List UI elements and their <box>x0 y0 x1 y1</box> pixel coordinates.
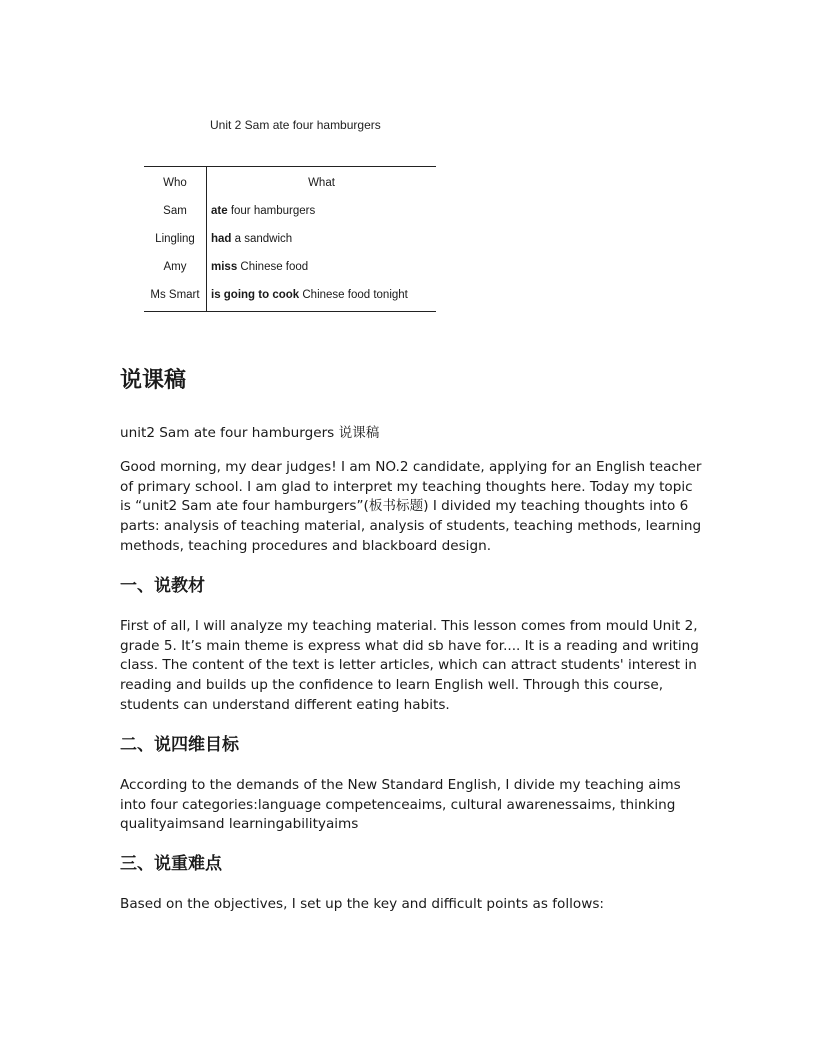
blackboard-caption: Unit 2 Sam ate four hamburgers <box>210 118 381 132</box>
blackboard-table <box>144 166 436 312</box>
table-row <box>144 281 436 312</box>
section-body-key-points: Based on the objectives, I set up the key and difficult points as follows: <box>120 896 604 913</box>
verb-text: ate <box>211 205 228 217</box>
section-body-teaching-material: First of all, I will analyze my teaching material. This lesson comes from mould Unit 2, grade 5. It’s main theme is express what did sb have for.... It is a reading and writing class. The content of the text is letter articles, which can attract students' interest in reading and builds up the confidence to learn English well. Through this course, students can understand different eating habits. <box>120 617 699 713</box>
who-cell: Lingling <box>144 225 207 253</box>
what-cell <box>207 197 437 225</box>
section-body-teaching-aims: According to the demands of the New Standard English, I divide my teaching aims into four categories:language competenceaims, cultural awarenessaims, thinking qualityaimsand learningabilityaims <box>120 776 681 833</box>
what-cell <box>207 225 437 253</box>
verb-text: miss <box>211 261 238 273</box>
document-title: 说课稿 <box>120 368 187 393</box>
verb-text: is going to cook <box>211 289 300 301</box>
table-header-row <box>144 167 436 198</box>
who-cell: Amy <box>144 253 207 281</box>
phrase-text: Chinese food <box>237 261 309 273</box>
lecture-script <box>120 364 704 932</box>
who-column-header: Who <box>144 167 207 198</box>
phrase-text: a sandwich <box>231 233 293 245</box>
section-heading-teaching-material: 一、说教材 <box>120 575 205 596</box>
section-heading-teaching-aims: 二、说四维目标 <box>120 734 239 755</box>
intro-paragraph: Good morning, my dear judges! I am NO.2 candidate, applying for an English teacher of primary school. I am glad to interpret my teaching thoughts here. Today my topic is “unit2 Sam ate four hamburgers”(板书标题) I divided my teaching thoughts into 6 parts: analysis of teaching material, analysis of students, teaching methods, learning methods, teaching procedures and blackboard design. <box>120 458 702 554</box>
document-subtitle: unit2 Sam ate four hamburgers 说课稿 <box>120 425 380 441</box>
table-row <box>144 225 436 253</box>
phrase-text: four hamburgers <box>227 205 316 217</box>
table-row <box>144 197 436 225</box>
what-column-header: What <box>308 177 335 189</box>
verb-text: had <box>211 233 232 245</box>
what-cell <box>207 253 437 281</box>
phrase-text: Chinese food tonight <box>299 289 408 301</box>
table-row <box>144 253 436 281</box>
who-cell: Ms Smart <box>144 281 207 312</box>
who-cell: Sam <box>144 197 207 225</box>
section-heading-key-points: 三、说重难点 <box>120 854 222 875</box>
what-cell <box>207 281 437 312</box>
